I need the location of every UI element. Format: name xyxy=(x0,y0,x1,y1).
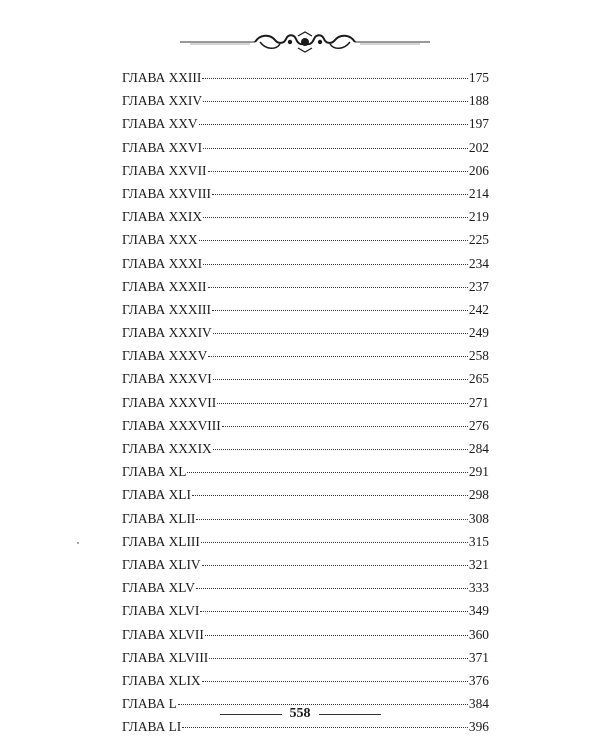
dot-leader xyxy=(212,194,468,195)
chapter-title: ГЛАВА XLIV xyxy=(122,556,201,572)
toc-entry xyxy=(122,205,489,228)
dot-leader xyxy=(217,403,468,404)
chapter-title: ГЛАВА XXXIII xyxy=(122,301,211,317)
chapter-title: ГЛАВА XXXI xyxy=(122,255,203,271)
page-footer xyxy=(0,704,600,724)
dot-leader xyxy=(199,240,468,241)
dot-leader xyxy=(202,681,468,682)
chapter-page-number: 276 xyxy=(468,417,489,433)
toc-entry xyxy=(122,66,489,89)
chapter-title: ГЛАВА XLIII xyxy=(122,533,200,549)
dot-leader xyxy=(196,588,468,589)
chapter-title: ГЛАВА XXXVI xyxy=(122,371,212,387)
dot-leader xyxy=(205,635,468,636)
dot-leader xyxy=(202,565,468,566)
table-of-contents xyxy=(122,66,489,738)
dot-leader xyxy=(199,124,468,125)
chapter-title: ГЛАВА XXX xyxy=(122,232,198,248)
dot-leader xyxy=(203,217,468,218)
dot-leader xyxy=(202,78,468,79)
chapter-title: ГЛАВА XXXIV xyxy=(122,325,212,341)
page-number: 558 xyxy=(289,706,311,721)
chapter-page-number: 349 xyxy=(468,603,489,619)
chapter-page-number: 315 xyxy=(468,533,489,549)
toc-entry xyxy=(122,623,489,646)
chapter-title: ГЛАВА XLVII xyxy=(122,626,204,642)
chapter-page-number: 333 xyxy=(468,580,489,596)
chapter-title: ГЛАВА XXIII xyxy=(122,70,202,85)
dot-leader xyxy=(187,472,467,473)
chapter-page-number: 258 xyxy=(468,348,489,364)
toc-entry xyxy=(122,136,489,159)
toc-entry xyxy=(122,483,489,506)
dot-leader xyxy=(208,287,468,288)
chapter-page-number: 188 xyxy=(468,93,489,109)
toc-entry xyxy=(122,298,489,321)
chapter-page-number: 225 xyxy=(468,232,489,248)
toc-entry xyxy=(122,252,489,275)
toc-entry xyxy=(122,367,489,390)
chapter-page-number: 237 xyxy=(468,278,489,294)
toc-entry xyxy=(122,89,489,112)
dot-leader xyxy=(201,542,468,543)
toc-entry xyxy=(122,414,489,437)
toc-entry xyxy=(122,669,489,692)
chapter-title: ГЛАВА XLV xyxy=(122,580,195,596)
chapter-page-number: 175 xyxy=(468,70,489,85)
chapter-title: ГЛАВА XXV xyxy=(122,116,198,132)
chapter-page-number: 242 xyxy=(468,301,489,317)
dot-leader xyxy=(208,356,468,357)
chapter-title: ГЛАВА L xyxy=(122,696,177,712)
chapter-title: ГЛАВА XLII xyxy=(122,510,196,526)
chapter-title: ГЛАВА XLI xyxy=(122,487,191,503)
toc-entry xyxy=(122,646,489,669)
chapter-page-number: 234 xyxy=(468,255,489,271)
chapter-page-number: 214 xyxy=(468,185,489,201)
toc-entry xyxy=(122,112,489,135)
chapter-page-number: 384 xyxy=(468,696,489,712)
chapter-page-number: 202 xyxy=(468,139,489,155)
chapter-page-number: 396 xyxy=(468,719,489,735)
chapter-page-number: 291 xyxy=(468,464,489,480)
toc-entry xyxy=(122,182,489,205)
toc-entry xyxy=(122,553,489,576)
chapter-page-number: 197 xyxy=(468,116,489,132)
dot-leader xyxy=(213,379,468,380)
toc-entry xyxy=(122,576,489,599)
chapter-title: ГЛАВА XLIX xyxy=(122,672,201,688)
chapter-title: ГЛАВА XXVII xyxy=(122,162,207,178)
chapter-page-number: 271 xyxy=(468,394,489,410)
chapter-title: ГЛАВА XXVI xyxy=(122,139,203,155)
chapter-page-number: 219 xyxy=(468,209,489,225)
chapter-title: ГЛАВА XLVIII xyxy=(122,649,209,665)
toc-entry xyxy=(122,228,489,251)
dot-leader xyxy=(213,449,468,450)
chapter-page-number: 298 xyxy=(468,487,489,503)
toc-entry xyxy=(122,460,489,483)
chapter-title: ГЛАВА XL xyxy=(122,464,187,480)
chapter-page-number: 321 xyxy=(468,556,489,572)
toc-entry xyxy=(122,599,489,622)
chapter-title: ГЛАВА LI xyxy=(122,719,182,735)
chapter-page-number: 249 xyxy=(468,325,489,341)
footer-rule-right xyxy=(319,714,381,715)
toc-entry xyxy=(122,159,489,182)
chapter-page-number: 284 xyxy=(468,441,489,456)
toc-entry xyxy=(122,321,489,344)
toc-entry xyxy=(122,437,489,460)
dot-leader xyxy=(203,264,468,265)
footer-rule-left xyxy=(220,714,282,715)
toc-entry xyxy=(122,275,489,298)
dot-leader xyxy=(196,519,468,520)
chapter-page-number: 360 xyxy=(468,626,489,642)
chapter-title: ГЛАВА XLVI xyxy=(122,603,200,619)
chapter-title: ГЛАВА XXXVII xyxy=(122,394,217,410)
chapter-title: ГЛАВА XXXIX xyxy=(122,441,212,456)
dot-leader xyxy=(203,148,468,149)
dot-leader xyxy=(192,495,468,496)
toc-entry xyxy=(122,344,489,367)
chapter-title: ГЛАВА XXXVIII xyxy=(122,417,221,433)
chapter-page-number: 206 xyxy=(468,162,489,178)
toc-entry xyxy=(122,530,489,553)
chapter-title: ГЛАВА XXVIII xyxy=(122,185,211,201)
chapter-page-number: 371 xyxy=(468,649,489,665)
chapter-page-number: 376 xyxy=(468,672,489,688)
chapter-page-number: 265 xyxy=(468,371,489,387)
scan-speck xyxy=(77,542,79,544)
chapter-page-number: 308 xyxy=(468,510,489,526)
dot-leader xyxy=(182,727,468,728)
dot-leader xyxy=(222,426,468,427)
dot-leader xyxy=(209,658,468,659)
ornamental-flourish-icon xyxy=(180,30,430,54)
dot-leader xyxy=(203,101,468,102)
chapter-title: ГЛАВА XXXV xyxy=(122,348,208,364)
chapter-title: ГЛАВА XXXII xyxy=(122,278,207,294)
chapter-title: ГЛАВА XXIV xyxy=(122,93,203,109)
dot-leader xyxy=(213,333,468,334)
chapter-title: ГЛАВА XXIX xyxy=(122,209,203,225)
dot-leader xyxy=(208,171,468,172)
toc-entry xyxy=(122,391,489,414)
toc-entry xyxy=(122,507,489,530)
dot-leader xyxy=(212,310,468,311)
dot-leader xyxy=(200,611,468,612)
